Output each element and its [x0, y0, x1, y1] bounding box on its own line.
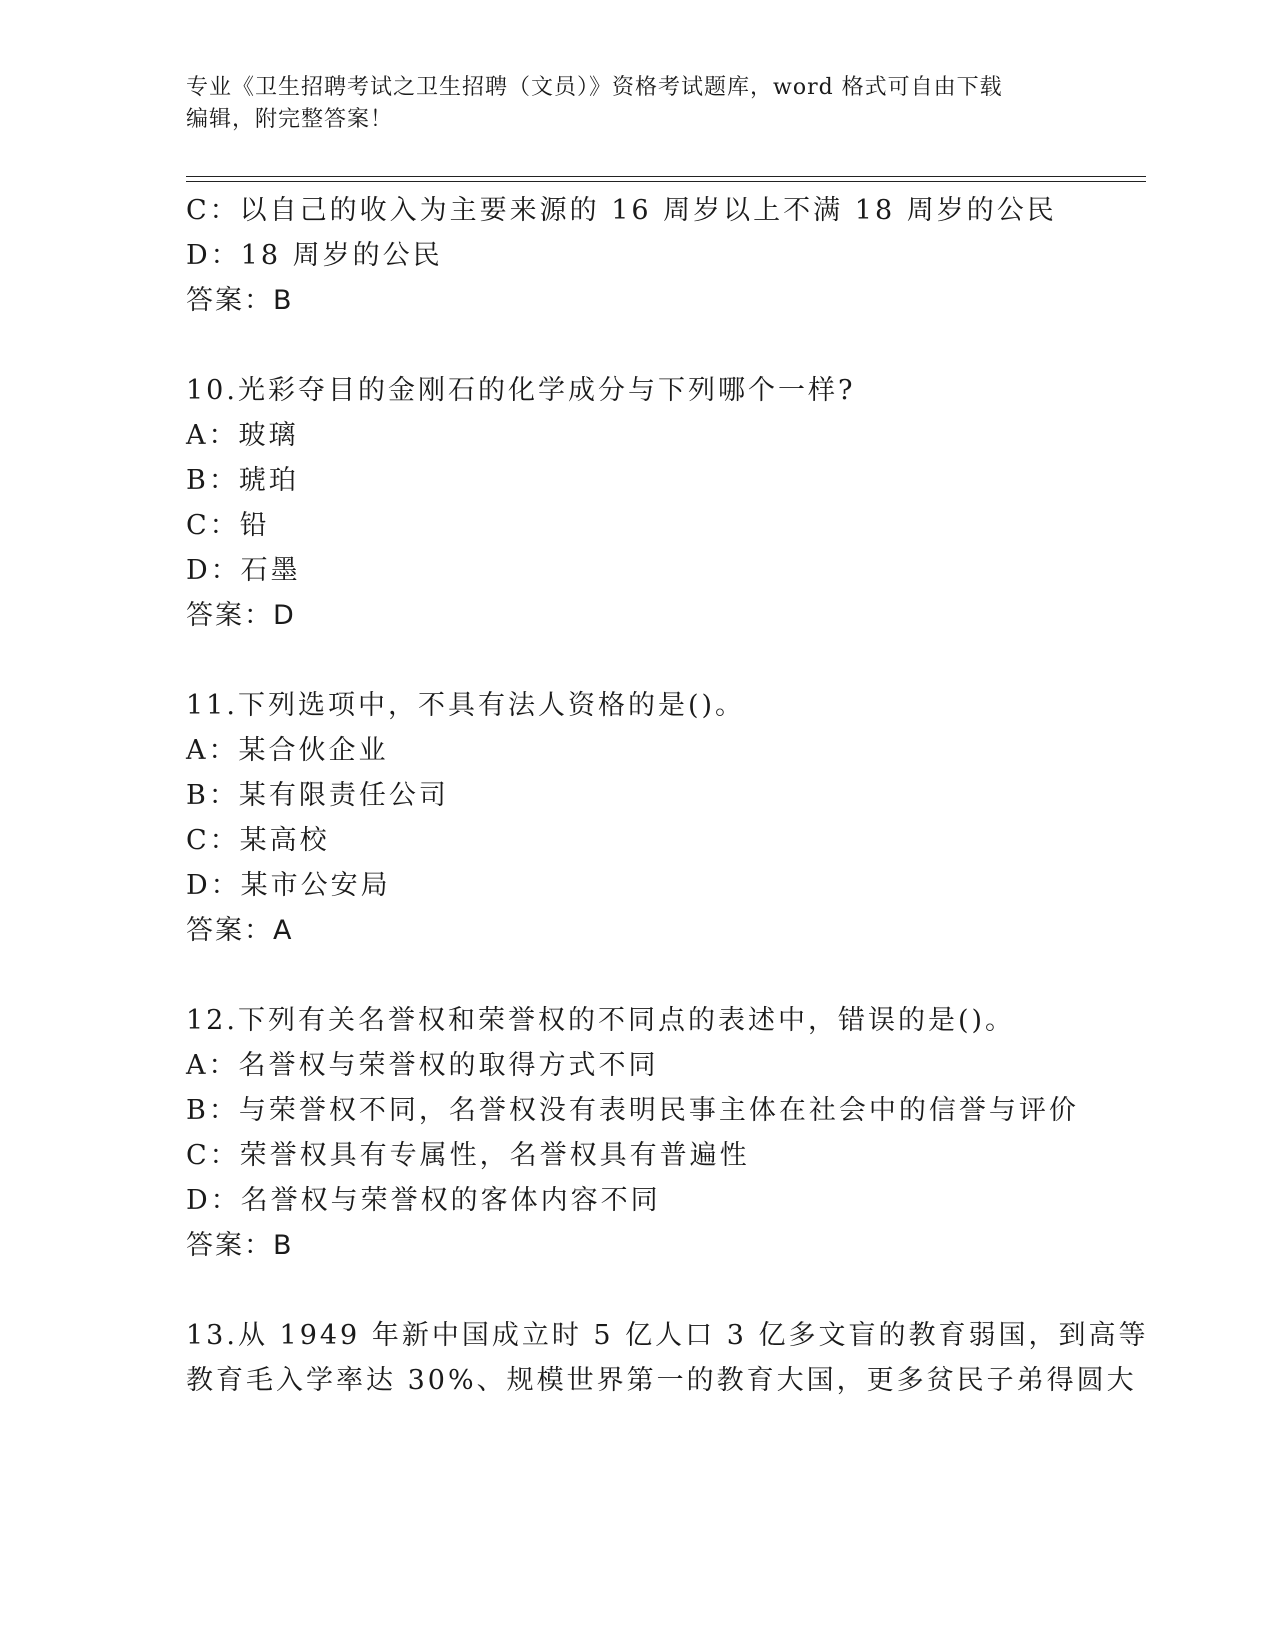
question-10-text: 10.光彩夺目的金刚石的化学成分与下列哪个一样? — [186, 375, 856, 406]
question-10-option-a: A：玻璃 — [186, 420, 299, 451]
question-10-option-b: B：琥珀 — [186, 465, 299, 496]
question-11-option-c: C：某高校 — [186, 825, 330, 856]
question-content — [186, 188, 1149, 1403]
question-12-option-d: D：名誉权与荣誉权的客体内容不同 — [186, 1185, 661, 1216]
question-10-option-d: D：石墨 — [186, 555, 301, 586]
header-divider-bottom — [186, 181, 1146, 182]
question-11-answer: 答案：A — [186, 915, 294, 946]
prev-option-c: C：以自己的收入为主要来源的 16 周岁以上不满 18 周岁的公民 — [186, 195, 1057, 226]
header-divider-top — [186, 176, 1146, 177]
header-line-2: 编辑，附完整答案！ — [186, 107, 394, 132]
question-10-answer: 答案：D — [186, 600, 296, 631]
spacer — [186, 638, 1146, 683]
header-line-1: 专业《卫生招聘考试之卫生招聘（文员）》资格考试题库，word 格式可自由下载 — [186, 75, 1003, 100]
spacer — [186, 953, 1146, 998]
question-11-text: 11.下列选项中，不具有法人资格的是()。 — [186, 690, 746, 721]
document-header — [186, 72, 1066, 136]
question-11-option-d: D：某市公安局 — [186, 870, 391, 901]
question-12-text: 12.下列有关名誉权和荣誉权的不同点的表述中，错误的是()。 — [186, 1005, 1016, 1036]
question-13-line-1: 13.从 1949 年新中国成立时 5 亿人口 3 亿多文盲的教育弱国，到高等 — [186, 1320, 1149, 1351]
question-11-option-a: A：某合伙企业 — [186, 735, 389, 766]
question-12-option-a: A：名誉权与荣誉权的取得方式不同 — [186, 1050, 659, 1081]
question-12-answer: 答案：B — [186, 1230, 294, 1261]
question-12-option-b: B：与荣誉权不同，名誉权没有表明民事主体在社会中的信誉与评价 — [186, 1095, 1079, 1126]
question-10-option-c: C：铅 — [186, 510, 270, 541]
prev-option-d: D：18 周岁的公民 — [186, 240, 443, 271]
spacer — [186, 323, 1146, 368]
prev-answer: 答案：B — [186, 285, 294, 316]
question-12-option-c: C：荣誉权具有专属性，名誉权具有普遍性 — [186, 1140, 750, 1171]
question-13-line-2: 教育毛入学率达 30%、规模世界第一的教育大国，更多贫民子弟得圆大 — [186, 1365, 1137, 1396]
spacer — [186, 1268, 1146, 1313]
question-11-option-b: B：某有限责任公司 — [186, 780, 449, 811]
